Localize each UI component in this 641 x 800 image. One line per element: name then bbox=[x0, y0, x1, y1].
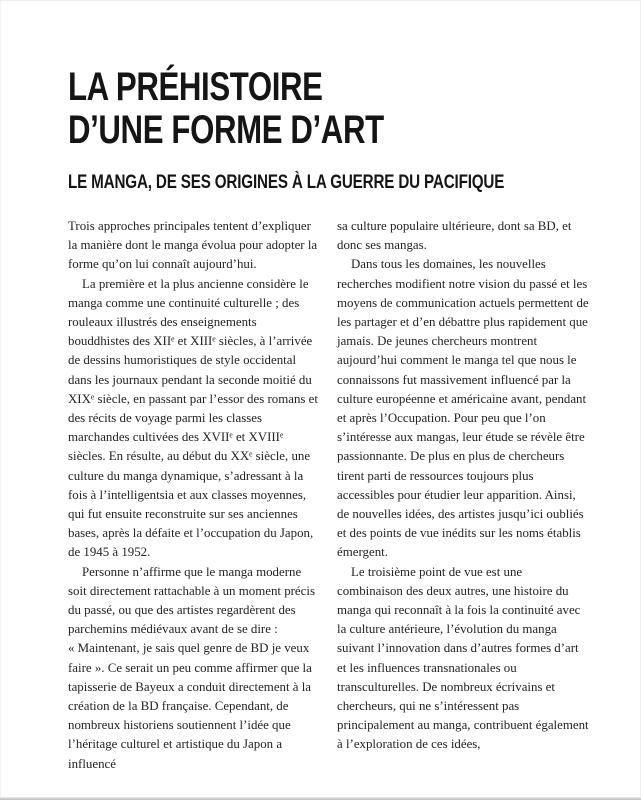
paragraph-third-view: Le troisième point de vue est une combinaison des deux autres, une histoire du manga qui reconnaît à la fois la continuité avec la culture antérieure, l’évolution du manga suivant l’innovation dans d’autres formes d’art et les influences transnationales ou transculturelles. De nombreux écrivains et chercheurs, qui ne s’intéressent pas principalement au manga, contribuent également à l’exploration de ces idées, bbox=[337, 564, 589, 752]
chapter-title bbox=[68, 66, 613, 152]
paragraph-no-direct-link: Personne n’affirme que le manga moderne soit directement rattachable à un moment précis du passé, ou que des artistes regardèrent des parchemins médiévaux avant de se dire : « Maintenant, je sais quel genre de BD je veux faire ». Ce serait un peu comme affirmer que la tapisserie de Bayeux a conduit directement à la création de la BD française. Cependant, de nombreux historiens soutiennent l’idée que l’héritage culturel et artistique du Japon a influencé bbox=[68, 564, 315, 771]
paragraph-first-approach: La première et la plus ancienne considère le manga comme une continuité culturelle ; des rouleaux illustrés des enseignements bouddhistes des XIIᵉ et XIIIᵉ siècles, à l’arrivée de dessins humoristiques de style occidental dans les journaux pendant la seconde moitié du XIXᵉ siècle, en passant par l’essor des romans et des récits de voyage parmi les classes marchandes cultivées des XVIIᵉ et XVIIIᵉ siècles. En résulte, au début du XXᵉ siècle, une culture du manga dynamique, s’adressant à la fois à l’intelligentsia et aux classes moyennes, qui fut ensuite reconstruite sur ses anciennes bases, après la défaite et l’occupation du Japon, de 1945 à 1952. bbox=[68, 276, 318, 560]
chapter-header bbox=[68, 66, 613, 193]
article-body bbox=[68, 217, 589, 774]
paragraph-new-research: Dans tous les domaines, les nouvelles recherches modifient notre vision du passé et les moyens de communication actuels permettent de les partager et d’en débattre plus rapidement que jamais. De jeunes chercheurs montrent aujourd’hui comment le manga tel que nous le connaissons fut massivement influencé par la culture européenne et américaine avant, pendant et après l’Occupation. Pour peu que l’on s’intéresse aux mangas, leur étude se révèle être passionnante. De plus en plus de chercheurs tirent parti de ressources toujours plus accessibles pour étudier leur apparition. Ainsi, de nouvelles idées, des artistes jusqu’ici oubliés et des points de vue inédits sur les noms établis émergent. bbox=[337, 257, 589, 560]
left-column bbox=[68, 217, 320, 774]
paragraph-intro: Trois approches principales tentent d’expliquer la manière dont le manga évolua pour adopter la forme qu’on lui connaît aujourd’hui. bbox=[68, 219, 318, 272]
paragraph-continuation: sa culture populaire ultérieure, dont sa BD, et donc ses mangas. bbox=[337, 219, 572, 253]
chapter-title-line-1: LA PRÉHISTOIRE bbox=[68, 65, 323, 109]
chapter-title-line-2: D’UNE FORME D’ART bbox=[68, 108, 384, 152]
right-column bbox=[337, 217, 589, 774]
chapter-subtitle: LE MANGA, DE SES ORIGINES À LA GUERRE DU PACIFIQUE bbox=[68, 172, 505, 193]
